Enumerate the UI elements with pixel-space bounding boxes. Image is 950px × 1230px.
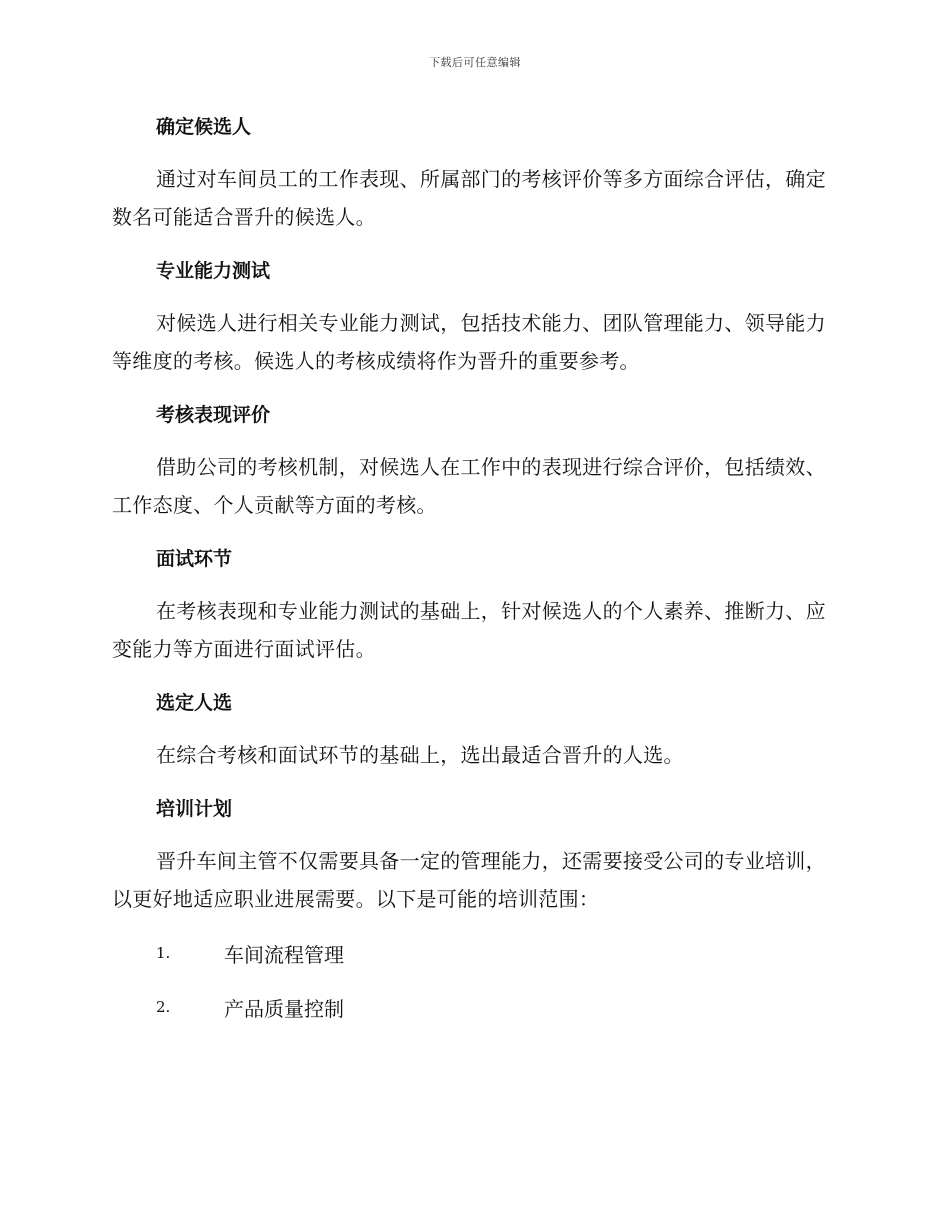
page-header: 下载后可任意编辑 <box>429 56 521 69</box>
list-item <box>112 988 832 1026</box>
section-skill-test <box>112 252 832 380</box>
list-text: 产品质量控制 <box>224 996 344 1021</box>
training-list <box>112 934 832 1026</box>
list-item <box>112 934 832 972</box>
section-title: 面试环节 <box>156 548 233 570</box>
section-paragraph: 借助公司的考核机制，对候选人在工作中的表现进行综合评价，包括绩效、工作态度、个人贡献等方面的考核。 <box>112 455 826 517</box>
section-paragraph: 通过对车间员工的工作表现、所属部门的考核评价等多方面综合评估，确定数名可能适合晋升的候选人。 <box>112 167 826 229</box>
section-title: 选定人选 <box>156 692 233 714</box>
list-text: 车间流程管理 <box>224 942 344 967</box>
section-paragraph: 对候选人进行相关专业能力测试，包括技术能力、团队管理能力、领导能力等维度的考核。候选人的考核成绩将作为晋升的重要参考。 <box>112 311 826 373</box>
section-training-plan <box>112 790 832 918</box>
document-content <box>112 108 832 1042</box>
list-number: 2. <box>156 998 171 1016</box>
section-title: 培训计划 <box>156 798 233 820</box>
section-title: 确定候选人 <box>156 116 252 138</box>
section-performance-review <box>112 396 832 524</box>
section-paragraph: 在综合考核和面试环节的基础上，选出最适合晋升的人选。 <box>156 743 684 767</box>
section-confirm-candidates <box>112 108 832 236</box>
section-select-candidate <box>112 684 832 774</box>
section-paragraph: 在考核表现和专业能力测试的基础上，针对候选人的个人素养、推断力、应变能力等方面进行面试评估。 <box>112 599 826 661</box>
list-number: 1. <box>156 944 171 962</box>
section-title: 专业能力测试 <box>156 260 271 282</box>
section-interview <box>112 540 832 668</box>
section-title: 考核表现评价 <box>156 404 271 426</box>
section-paragraph: 晋升车间主管不仅需要具备一定的管理能力，还需要接受公司的专业培训，以更好地适应职业进展需要。以下是可能的培训范围： <box>112 849 826 911</box>
